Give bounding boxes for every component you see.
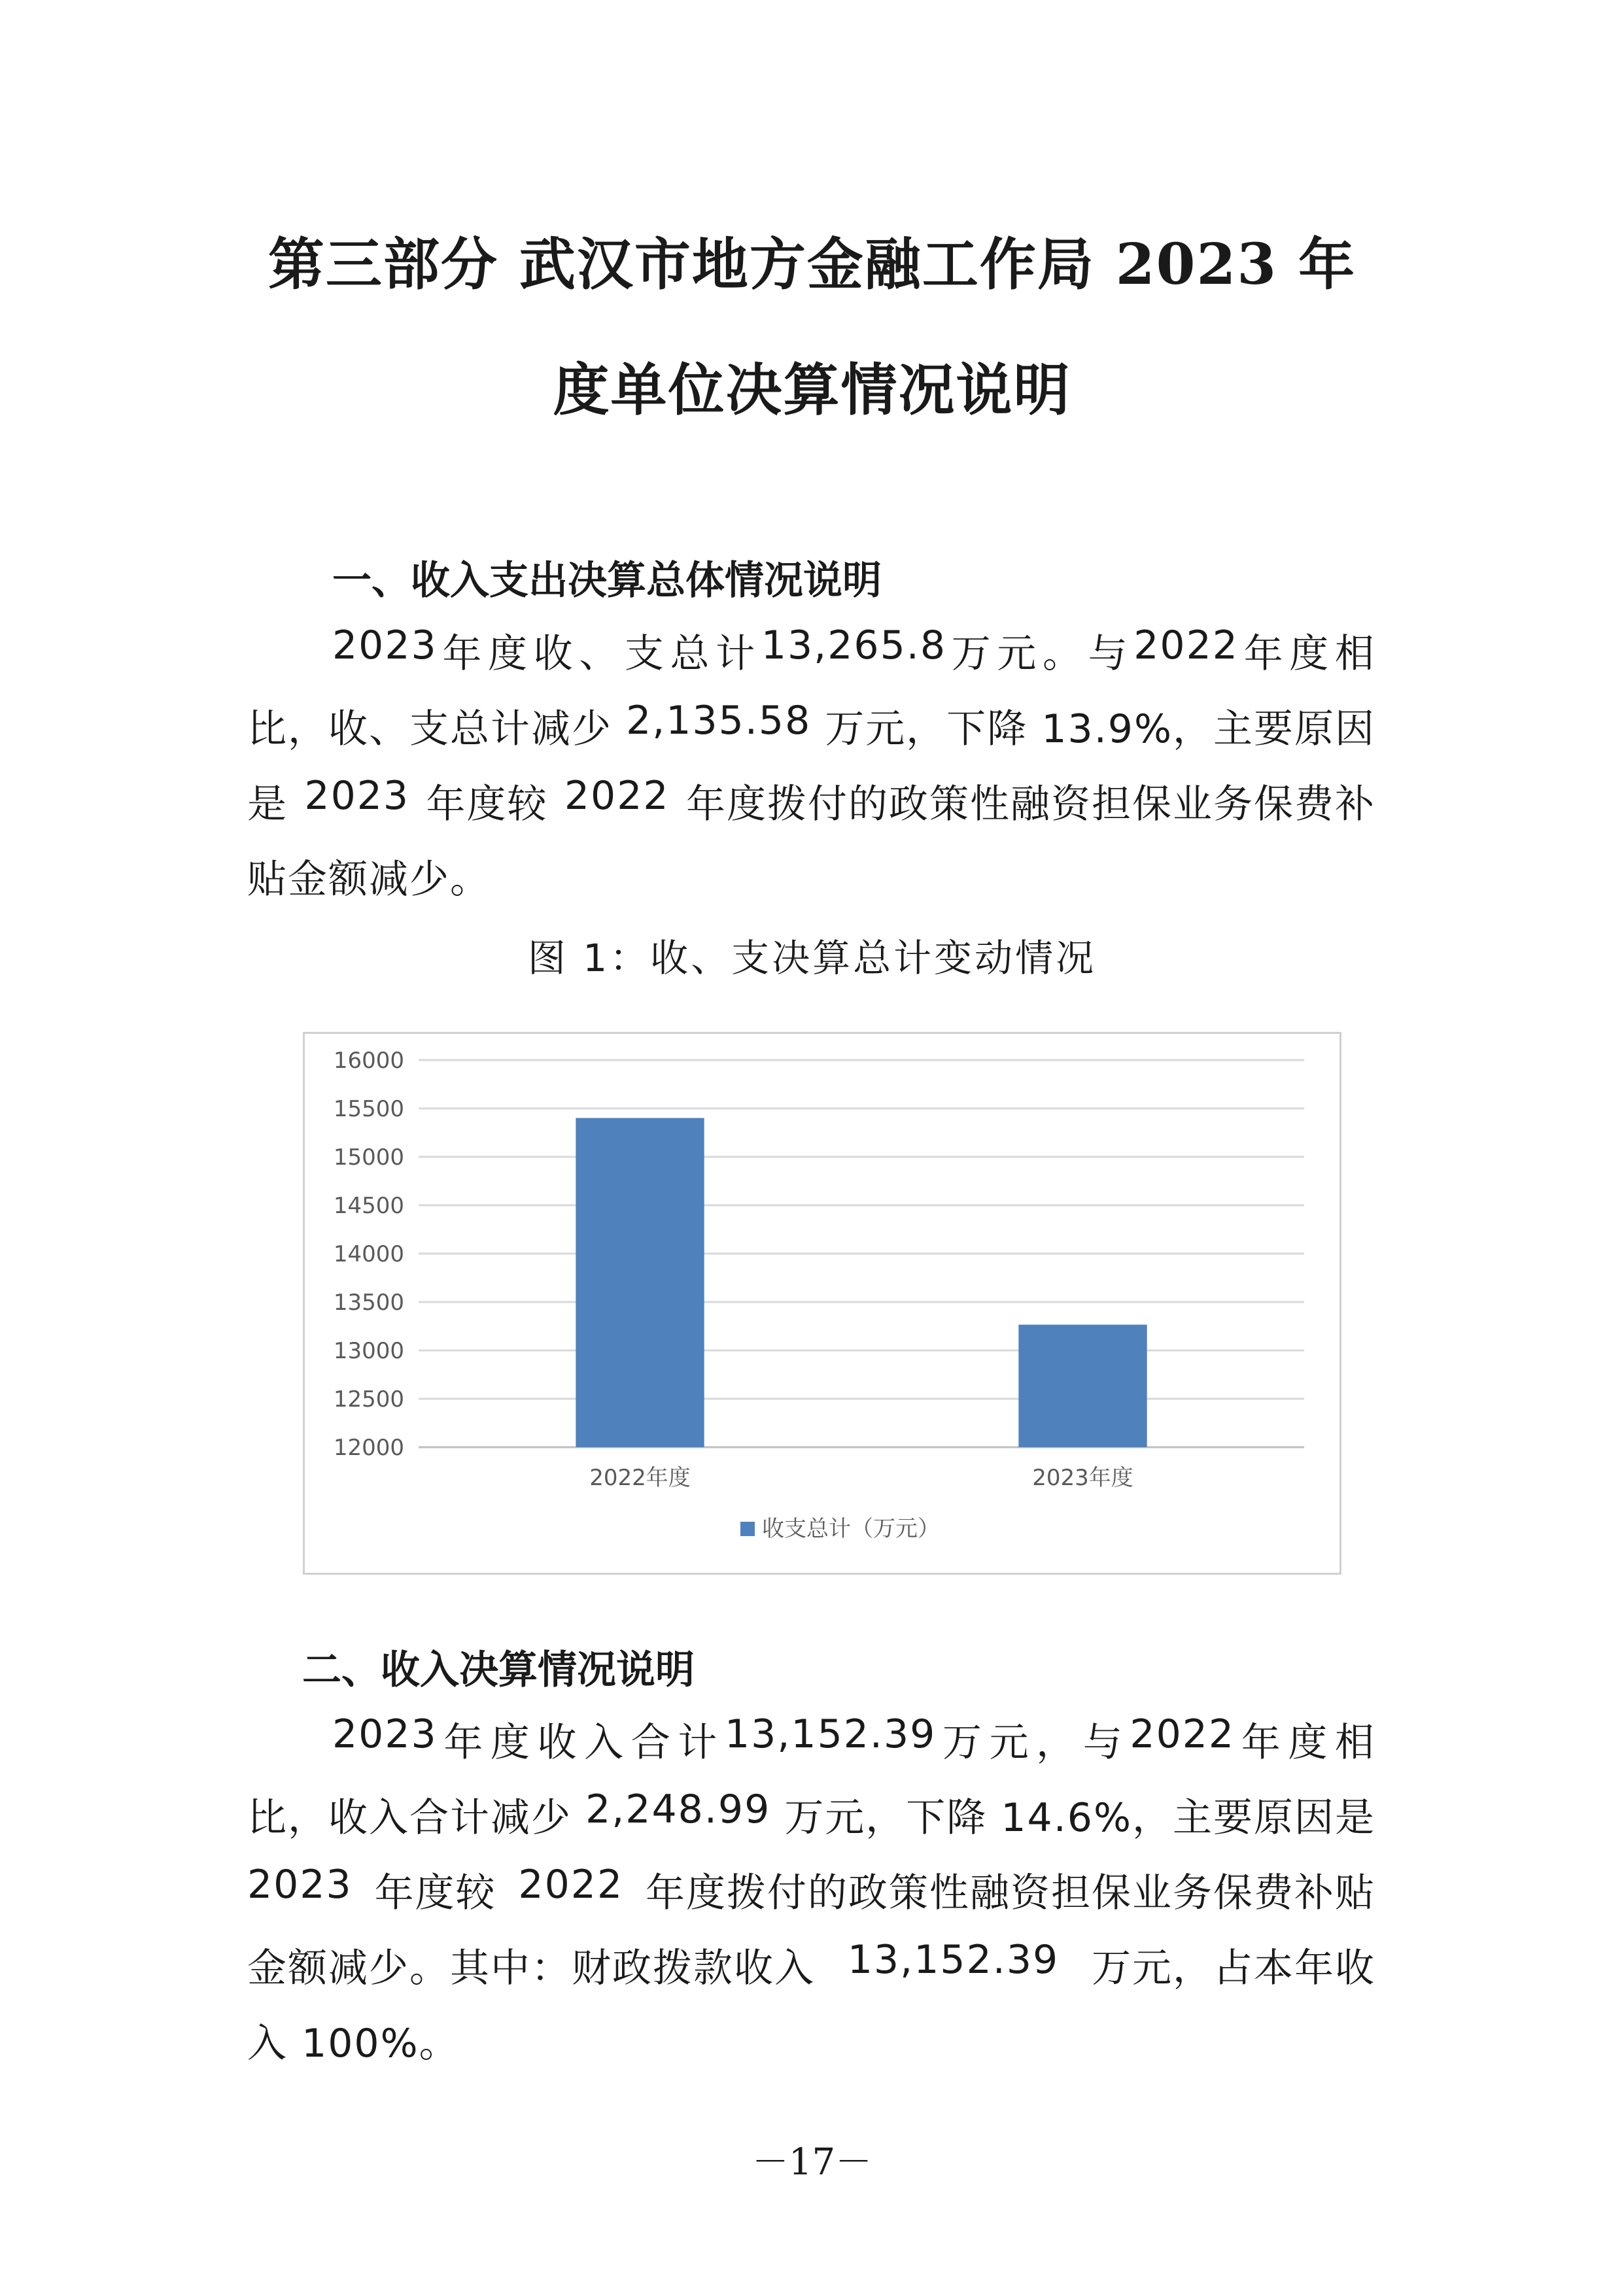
page-title-line-2: 度单位决算情况说明 — [553, 357, 1071, 423]
section-heading-income-expenditure: 一、收入支出决算总体情况说明 — [332, 558, 882, 604]
text-run: 度 — [1288, 1720, 1329, 1766]
legend-swatch — [740, 1522, 755, 1536]
bar-2023年度 — [1018, 1325, 1147, 1447]
text-run: 与 — [1082, 1720, 1124, 1766]
text-run: 万元，下降 — [784, 1795, 988, 1841]
text-run: 支 — [624, 631, 665, 677]
y-tick-label: 13000 — [333, 1338, 404, 1364]
text-run: 度 — [487, 631, 528, 677]
y-tick-label: 12000 — [333, 1435, 404, 1461]
text-run: 2022 — [518, 1862, 624, 1908]
bar-chart — [303, 1032, 1341, 1575]
section-heading-income: 二、收入决算情况说明 — [302, 1647, 695, 1693]
text-run: 合 — [631, 1720, 672, 1766]
text-run: 2,248.99 — [585, 1787, 771, 1832]
text-run: 相 — [1334, 1720, 1375, 1766]
x-tick-label: 2022年度 — [589, 1465, 691, 1491]
chart-caption: 图 1：收、支决算总计变动情况 — [527, 936, 1097, 980]
text-run: 年度拨付的政策性融资担保业务保费补贴 — [645, 1870, 1375, 1916]
text-run: 贴金额减少。 — [247, 857, 491, 902]
text-run: 2022 — [564, 773, 670, 819]
text-run: 年度拨付的政策性融资担保业务保费补 — [685, 781, 1375, 827]
text-run: 2023 — [332, 1711, 438, 1757]
text-run: 收 — [537, 1720, 578, 1766]
text-run: 2023 — [332, 623, 438, 668]
paragraph-line — [247, 1862, 1375, 1918]
page-number: －17－ — [752, 2141, 872, 2184]
paragraph-line — [247, 1937, 1375, 1993]
text-run: 年度较 — [426, 781, 548, 827]
y-tick-label: 14000 — [333, 1241, 404, 1267]
text-run: 13,265.8 — [761, 623, 947, 668]
text-run: 。 — [1042, 631, 1083, 677]
text-run: 2022 — [1133, 623, 1239, 668]
text-run: 2023 — [247, 1862, 353, 1908]
text-run: 收 — [533, 631, 574, 677]
text-run: 元 — [989, 1720, 1030, 1766]
text-run: 比，收入合计减少 — [247, 1795, 572, 1841]
paragraph-line — [247, 773, 1375, 829]
text-run: 2023 — [304, 773, 410, 819]
y-tick-label: 13500 — [333, 1290, 404, 1316]
text-run: 计 — [716, 631, 757, 677]
y-tick-label: 14500 — [333, 1193, 404, 1219]
text-run: 总 — [670, 631, 711, 677]
text-run: 13.9%，主要原因 — [1041, 706, 1375, 752]
text-run: 入 — [584, 1720, 625, 1766]
text-run: 2022 — [1130, 1711, 1235, 1757]
paragraph-line — [247, 1787, 1375, 1843]
paragraph-line — [332, 623, 1375, 679]
text-run: 元 — [997, 631, 1038, 677]
text-run: 万元，占本年收 — [1092, 1945, 1375, 1991]
legend-label: 收支总计（万元） — [762, 1516, 940, 1542]
text-run: 14.6%，主要原因是 — [1001, 1795, 1375, 1841]
text-run: 万 — [942, 1720, 983, 1766]
y-tick-label: 16000 — [333, 1048, 404, 1074]
text-run: 年 — [1241, 1720, 1282, 1766]
bar-chart-svg — [305, 1034, 1339, 1573]
y-tick-label: 12500 — [333, 1386, 404, 1413]
text-run: 是 — [247, 781, 288, 827]
text-run: 年 — [443, 1720, 485, 1766]
text-run: 金额减少。其中：财政拨款收入 — [247, 1945, 815, 1991]
text-run: 比，收、支总计减少 — [247, 706, 612, 752]
text-run: 年 — [1243, 631, 1285, 677]
text-run: 万 — [951, 631, 992, 677]
text-run: 万元，下降 — [825, 706, 1028, 752]
text-run: 度 — [490, 1720, 531, 1766]
text-run: 13,152.39 — [847, 1937, 1060, 1983]
paragraph-line — [247, 2012, 460, 2068]
text-run: 度 — [1289, 631, 1330, 677]
text-run: 与 — [1088, 631, 1129, 677]
text-run: 年度较 — [374, 1870, 496, 1916]
paragraph-line — [247, 698, 1375, 754]
y-tick-label: 15500 — [333, 1096, 404, 1122]
text-run: 、 — [579, 631, 620, 677]
text-run: 2,135.58 — [626, 698, 812, 744]
x-tick-label: 2023年度 — [1032, 1465, 1133, 1491]
text-run: 计 — [678, 1720, 719, 1766]
text-run: ， — [1036, 1720, 1077, 1766]
paragraph-line — [247, 848, 491, 904]
text-run: 13,152.39 — [724, 1711, 937, 1757]
y-tick-label: 15000 — [333, 1144, 404, 1171]
paragraph-line — [332, 1711, 1375, 1768]
bar-2022年度 — [576, 1118, 704, 1447]
text-run: 相 — [1334, 631, 1375, 677]
page-title-line-1: 第三部分 武汉市地方金融工作局 2023 年 — [268, 231, 1356, 298]
text-run: 入 100%。 — [247, 2021, 460, 2066]
text-run: 年 — [442, 631, 483, 677]
